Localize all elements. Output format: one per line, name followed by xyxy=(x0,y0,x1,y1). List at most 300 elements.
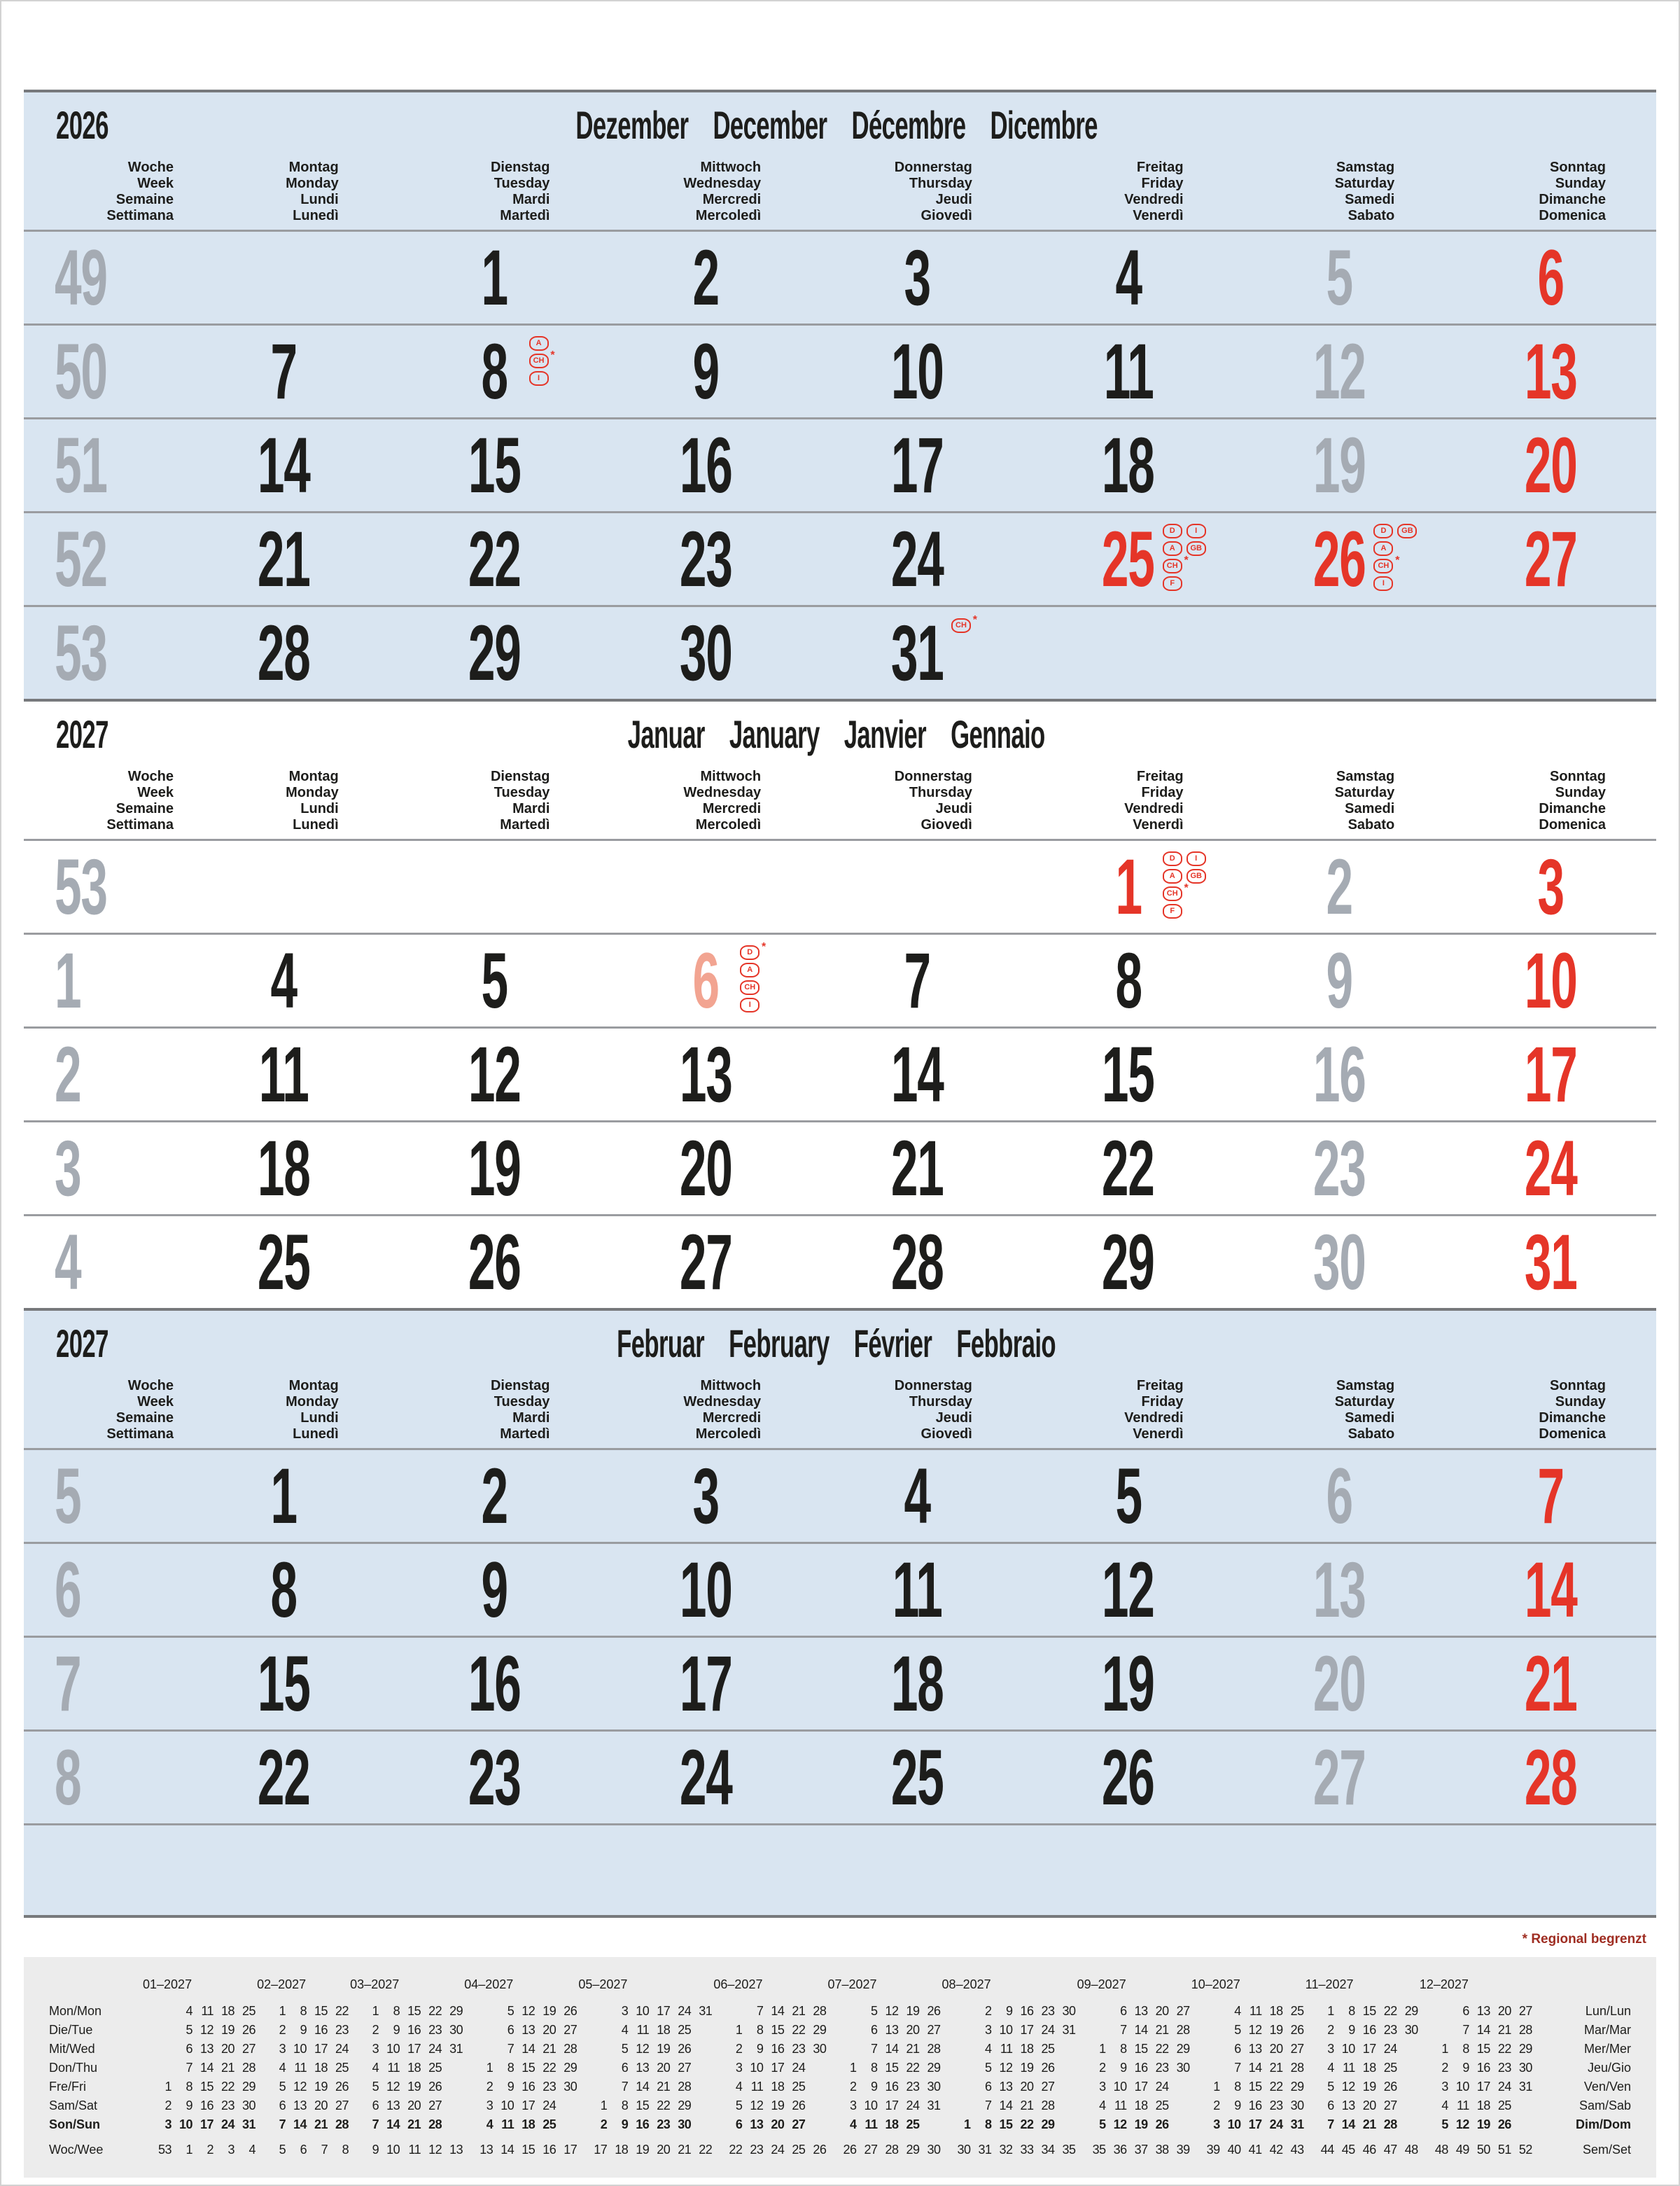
overview-number xyxy=(577,2115,580,2134)
overview-day-row xyxy=(1088,2096,1194,2115)
overview-number xyxy=(1076,2040,1079,2059)
overview-number: 15 xyxy=(314,2004,328,2018)
day-number: 15 xyxy=(257,1639,310,1727)
overview-number: 17 xyxy=(771,2061,785,2075)
overview-number: 17 xyxy=(1134,2080,1148,2094)
overview-number: 20 xyxy=(542,2023,556,2037)
overview-number: 30 xyxy=(564,2080,578,2094)
overview-number: 26 xyxy=(927,2004,941,2018)
overview-month-label: 05–2027 xyxy=(578,1977,628,1991)
day-number: 27 xyxy=(1524,515,1577,603)
overview-number: 16 xyxy=(1020,2004,1034,2018)
overview-number: 11 xyxy=(750,2080,764,2094)
overview-number: 19 xyxy=(657,2042,671,2056)
week-number: 5 xyxy=(55,1451,81,1540)
overview-number: 31 xyxy=(449,2042,463,2056)
day-number: 4 xyxy=(1115,233,1142,321)
overview-number: 17 xyxy=(564,2143,578,2157)
overview-number: 8 xyxy=(870,2061,878,2075)
day-cell xyxy=(1234,1638,1446,1729)
day-number: 5 xyxy=(1326,233,1353,321)
regional-asterisk: * xyxy=(972,614,977,626)
day-cell xyxy=(1445,1544,1656,1636)
day-number: 31 xyxy=(1524,1218,1577,1306)
overview-left-labels xyxy=(49,1974,147,2159)
weekday-label: Venerdì xyxy=(1133,208,1184,223)
overview-number: 4 xyxy=(849,2117,857,2131)
weekday-label: Sunday xyxy=(1555,176,1606,191)
day-cell xyxy=(178,1216,389,1308)
week-number-cell xyxy=(24,1732,178,1823)
day-number: 12 xyxy=(468,1030,521,1118)
year-label xyxy=(24,711,192,757)
overview-number: 36 xyxy=(1113,2143,1127,2157)
day-cell xyxy=(811,232,1023,323)
weekday-header-day-column xyxy=(1445,769,1656,833)
day-number: 31 xyxy=(890,608,944,697)
overview-number: 11 xyxy=(1343,2061,1355,2075)
weekday-header-week-column xyxy=(24,160,178,224)
year-overview-band xyxy=(24,1957,1656,2178)
day-cell xyxy=(178,232,389,323)
overview-number: 16 xyxy=(314,2023,328,2037)
overview-number: 13 xyxy=(750,2117,764,2131)
overview-number xyxy=(1418,2059,1422,2077)
overview-number: 18 xyxy=(1362,2061,1376,2075)
overview-number: 13 xyxy=(1341,2098,1355,2112)
overview-number: 30 xyxy=(1518,2061,1532,2075)
overview-number: 4 xyxy=(621,2023,629,2037)
calendar-week-row xyxy=(24,511,1656,605)
month-header xyxy=(24,1311,1656,1377)
overview-day-row xyxy=(1317,2115,1422,2134)
overview-number xyxy=(826,2077,830,2096)
overview-number: 15 xyxy=(1134,2042,1148,2056)
day-number: 7 xyxy=(270,327,297,415)
country-holiday-badge-icon: I xyxy=(529,371,549,386)
day-cell xyxy=(389,419,601,511)
overview-number: 29 xyxy=(678,2098,692,2112)
overview-day-row xyxy=(475,2021,580,2040)
calendar-week-row xyxy=(24,1729,1656,1823)
overview-number: 7 xyxy=(985,2098,992,2112)
weekday-header-day-column xyxy=(811,769,1023,833)
overview-number: 12 xyxy=(750,2098,764,2112)
overview-number: 29 xyxy=(1041,2117,1055,2131)
day-number: 21 xyxy=(890,1124,944,1212)
overview-number: 23 xyxy=(1155,2061,1169,2075)
overview-number: 14 xyxy=(885,2042,899,2056)
day-number: 24 xyxy=(890,515,944,603)
overview-number: 18 xyxy=(407,2061,421,2075)
day-number: 5 xyxy=(481,936,508,1024)
overview-number xyxy=(712,2040,715,2059)
country-holiday-badge-icon: F xyxy=(1163,576,1182,591)
overview-number: 17 xyxy=(314,2042,328,2056)
regional-asterisk: * xyxy=(762,940,766,953)
overview-number: 15 xyxy=(522,2143,536,2157)
weekday-label: Sabato xyxy=(1348,208,1395,223)
day-number: 19 xyxy=(468,1124,521,1212)
day-cell xyxy=(811,1544,1023,1636)
weekday-label: Samstag xyxy=(1336,1378,1395,1393)
week-number-cell xyxy=(24,607,178,699)
regional-asterisk: * xyxy=(1184,882,1189,894)
day-cell xyxy=(389,935,601,1026)
day-cell xyxy=(1023,1216,1234,1308)
day-cell xyxy=(1023,1450,1234,1542)
overview-day-row xyxy=(154,2040,259,2059)
overview-day-row xyxy=(1317,2059,1422,2077)
overview-number xyxy=(607,2040,610,2059)
weekday-header-day-column xyxy=(1445,1378,1656,1442)
overview-number: 13 xyxy=(1134,2004,1148,2018)
calendar-week-row xyxy=(24,1026,1656,1120)
overview-number: 46 xyxy=(1362,2143,1376,2157)
overview-number: 52 xyxy=(1518,2143,1532,2157)
weekday-header xyxy=(24,158,1656,230)
day-number: 15 xyxy=(468,421,521,509)
overview-number: 45 xyxy=(1341,2143,1355,2157)
day-cell xyxy=(178,513,389,605)
day-number: 13 xyxy=(679,1030,732,1118)
overview-number: 20 xyxy=(771,2117,785,2131)
day-cell xyxy=(178,841,389,933)
overview-number: 30 xyxy=(1062,2004,1076,2018)
overview-number: 2 xyxy=(372,2023,379,2037)
overview-number: 14 xyxy=(999,2098,1013,2112)
overview-number: 22 xyxy=(1497,2042,1511,2056)
overview-number: 17 xyxy=(200,2117,214,2131)
day-number: 21 xyxy=(1524,1639,1577,1727)
holiday-badges xyxy=(1371,522,1424,597)
overview-day-row xyxy=(953,2077,1079,2096)
weekday-header-day-column xyxy=(389,160,601,224)
overview-month xyxy=(350,1974,466,2159)
day-cell xyxy=(389,232,601,323)
overview-month xyxy=(941,1974,1079,2159)
overview-months xyxy=(143,1974,1547,2159)
empty-rows-area xyxy=(24,1823,1656,1915)
overview-number: 18 xyxy=(1020,2042,1034,2056)
overview-number: 11 xyxy=(1000,2042,1013,2056)
overview-number: 31 xyxy=(978,2143,992,2157)
day-cell xyxy=(178,935,389,1026)
day-number: 10 xyxy=(679,1545,732,1634)
weekday-header-week-column xyxy=(24,1378,178,1442)
overview-number: 3 xyxy=(1099,2080,1106,2094)
overview-day-row xyxy=(839,2096,944,2115)
overview-left-label: Don/Thu xyxy=(49,2061,98,2075)
day-cell xyxy=(811,326,1023,417)
overview-number: 13 xyxy=(1476,2004,1490,2018)
overview-number: 6 xyxy=(1120,2004,1127,2018)
overview-number: 16 xyxy=(522,2080,536,2094)
overview-number: 4 xyxy=(1234,2004,1241,2018)
holiday-badges xyxy=(949,614,977,634)
overview-number: 22 xyxy=(1383,2004,1397,2018)
day-number: 9 xyxy=(481,1545,508,1634)
day-number: 2 xyxy=(1326,842,1353,931)
overview-month xyxy=(827,1974,944,2159)
overview-number: 27 xyxy=(564,2023,578,2037)
overview-month xyxy=(464,1974,580,2159)
weekday-header xyxy=(24,1377,1656,1448)
overview-day-row xyxy=(953,2059,1079,2077)
weekday-header-day-column xyxy=(600,769,811,833)
weekday-header-day-column xyxy=(1234,160,1446,224)
overview-number: 15 xyxy=(1248,2080,1262,2094)
overview-number xyxy=(493,2040,496,2059)
day-cell xyxy=(1234,232,1446,323)
overview-number: 6 xyxy=(735,2117,743,2131)
week-number-cell xyxy=(24,1544,178,1636)
weekday-header-day-column xyxy=(389,1378,601,1442)
weekday-label: Woche xyxy=(127,1378,174,1393)
country-holiday-badge-icon: CH * xyxy=(1163,886,1182,901)
overview-number xyxy=(1532,2115,1536,2134)
weekday-label: Sabato xyxy=(1348,1426,1395,1442)
overview-number: 20 xyxy=(906,2023,920,2037)
weekday-label: Tuesday xyxy=(493,1394,550,1409)
month-title xyxy=(192,102,1656,148)
week-number: 51 xyxy=(55,421,107,509)
overview-number: 20 xyxy=(1497,2004,1511,2018)
day-number: 17 xyxy=(1524,1030,1577,1118)
day-cell xyxy=(178,1638,389,1729)
day-cell xyxy=(389,1544,601,1636)
overview-number: 16 xyxy=(1362,2023,1376,2037)
overview-day-row xyxy=(1203,2002,1308,2021)
overview-right-label: Lun/Lun xyxy=(1585,2004,1631,2018)
overview-number: 17 xyxy=(1248,2117,1262,2131)
weekday-label: Week xyxy=(137,1394,174,1409)
overview-number: 1 xyxy=(1213,2080,1220,2094)
country-holiday-badge-icon: CH * xyxy=(1163,559,1182,573)
overview-number: 25 xyxy=(428,2061,442,2075)
overview-number: 5 xyxy=(1441,2117,1448,2131)
overview-day-row xyxy=(154,2115,259,2134)
weekday-label: Mercredi xyxy=(702,1410,762,1426)
overview-number xyxy=(971,2021,974,2040)
weekday-label: Samedi xyxy=(1345,192,1395,207)
day-cell xyxy=(178,1544,389,1636)
overview-number: 3 xyxy=(486,2098,493,2112)
overview-number: 15 xyxy=(407,2004,421,2018)
overview-day-row xyxy=(839,2059,944,2077)
weekday-label: Friday xyxy=(1141,176,1184,191)
overview-month-label: 12–2027 xyxy=(1419,1977,1469,1991)
overview-number: 33 xyxy=(1020,2143,1034,2157)
overview-number: 3 xyxy=(849,2098,857,2112)
overview-day-row xyxy=(1317,2002,1422,2021)
overview-number: 3 xyxy=(227,2143,234,2157)
overview-number: 25 xyxy=(792,2080,806,2094)
weekday-header-day-column xyxy=(178,769,389,833)
overview-number: 26 xyxy=(1497,2117,1511,2131)
day-cell xyxy=(1023,1544,1234,1636)
day-number: 3 xyxy=(1537,842,1564,931)
overview-day-row xyxy=(953,2096,1079,2115)
day-cell xyxy=(600,1544,811,1636)
calendar-week-row xyxy=(24,1214,1656,1308)
overview-number xyxy=(172,2021,175,2040)
overview-number: 1 xyxy=(372,2004,379,2018)
day-cell xyxy=(1023,419,1234,511)
overview-day-row xyxy=(475,2040,580,2059)
weekday-label: Thursday xyxy=(909,1394,972,1409)
weekday-label: Lunedì xyxy=(293,208,339,223)
overview-number: 30 xyxy=(1404,2023,1418,2037)
day-cell xyxy=(1023,607,1234,699)
overview-number: 25 xyxy=(1041,2042,1055,2056)
day-number: 7 xyxy=(1537,1451,1564,1540)
overview-number: 3 xyxy=(164,2117,172,2131)
overview-number: 28 xyxy=(241,2061,255,2075)
weekday-label: Mercoledì xyxy=(695,1426,762,1442)
overview-number: 49 xyxy=(1455,2143,1469,2157)
overview-number: 30 xyxy=(957,2143,971,2157)
overview-number: 5 xyxy=(372,2080,379,2094)
overview-number: 21 xyxy=(314,2117,328,2131)
overview-number: 31 xyxy=(927,2098,941,2112)
calendar-week-row xyxy=(24,1120,1656,1214)
overview-number: 22 xyxy=(220,2080,234,2094)
overview-number: 21 xyxy=(906,2042,920,2056)
overview-number: 9 xyxy=(1234,2098,1241,2112)
day-number: 4 xyxy=(270,936,297,1024)
overview-number: 13 xyxy=(200,2042,214,2056)
overview-number: 35 xyxy=(1062,2143,1076,2157)
overview-number: 25 xyxy=(542,2117,556,2131)
country-holiday-badge-icon: CH * xyxy=(951,618,971,633)
day-number: 6 xyxy=(692,936,719,1024)
overview-number: 30 xyxy=(927,2143,941,2157)
overview-number: 6 xyxy=(870,2023,878,2037)
overview-number: 16 xyxy=(542,2143,556,2157)
overview-day-row xyxy=(475,2059,580,2077)
weekday-label: Thursday xyxy=(909,785,972,800)
overview-number: 23 xyxy=(657,2117,671,2131)
day-cell xyxy=(811,935,1023,1026)
overview-number xyxy=(971,2040,974,2059)
overview-day-row xyxy=(1431,2096,1536,2115)
overview-number: 25 xyxy=(906,2117,920,2131)
weekday-label: Giovedì xyxy=(920,1426,972,1442)
week-number: 4 xyxy=(55,1218,81,1306)
weekday-label: Mittwoch xyxy=(700,160,762,175)
overview-day-row xyxy=(953,2040,1079,2059)
overview-week-row xyxy=(154,2140,259,2159)
overview-number: 8 xyxy=(985,2117,992,2131)
overview-number: 29 xyxy=(241,2080,255,2094)
overview-number: 37 xyxy=(1134,2143,1148,2157)
overview-day-row xyxy=(268,2077,352,2096)
overview-number xyxy=(940,2115,944,2134)
overview-number: 6 xyxy=(1462,2004,1469,2018)
overview-day-row xyxy=(1431,2059,1536,2077)
overview-number: 9 xyxy=(300,2023,307,2037)
overview-number: 9 xyxy=(1006,2004,1013,2018)
overview-month-label: 06–2027 xyxy=(713,1977,763,1991)
weekday-header-day-column xyxy=(389,769,601,833)
day-cell xyxy=(600,1450,811,1542)
overview-number: 25 xyxy=(335,2061,349,2075)
overview-number: 19 xyxy=(1476,2117,1490,2131)
day-cell xyxy=(1234,1216,1446,1308)
overview-day-row xyxy=(268,2021,352,2040)
overview-week-row xyxy=(1203,2140,1308,2159)
calendar-week-row xyxy=(24,839,1656,933)
year-label xyxy=(24,1321,192,1366)
overview-number: 5 xyxy=(1234,2023,1241,2037)
day-number: 22 xyxy=(468,515,521,603)
overview-number xyxy=(856,2002,860,2021)
overview-left-label: Mit/Wed xyxy=(49,2042,95,2056)
week-number-cell xyxy=(24,1450,178,1542)
day-number: 11 xyxy=(258,1030,309,1118)
overview-week-row xyxy=(589,2140,715,2159)
overview-month-label: 04–2027 xyxy=(464,1977,514,1991)
overview-number xyxy=(1220,2021,1224,2040)
day-number: 3 xyxy=(692,1451,719,1540)
week-number-cell xyxy=(24,841,178,933)
weekday-header-day-column xyxy=(1023,160,1234,224)
overview-number: 10 xyxy=(864,2098,878,2112)
overview-number: 30 xyxy=(927,2080,941,2094)
overview-number: 38 xyxy=(1155,2143,1169,2157)
day-number: 18 xyxy=(890,1639,944,1727)
weekday-label: Mercredi xyxy=(702,801,762,816)
day-cell xyxy=(1023,1029,1234,1120)
day-number: 14 xyxy=(257,421,310,509)
month-section-february xyxy=(24,1308,1656,1915)
weekday-label: Semaine xyxy=(115,1410,174,1426)
overview-number: 25 xyxy=(1497,2098,1511,2112)
overview-number: 24 xyxy=(1269,2117,1283,2131)
overview-number: 8 xyxy=(1120,2042,1127,2056)
holiday-badges xyxy=(527,335,555,409)
overview-number: 4 xyxy=(735,2080,743,2094)
overview-number: 22 xyxy=(1155,2042,1169,2056)
day-cell xyxy=(1023,1732,1234,1823)
overview-month xyxy=(1305,1974,1422,2159)
day-cell xyxy=(1445,232,1656,323)
country-holiday-badge-icon: GB xyxy=(1186,869,1206,884)
overview-number: 29 xyxy=(564,2061,578,2075)
calendar-week-row xyxy=(24,1448,1656,1542)
overview-number: 22 xyxy=(335,2004,349,2018)
overview-number: 25 xyxy=(792,2143,806,2157)
weekday-header xyxy=(24,767,1656,839)
overview-month-label: 10–2027 xyxy=(1191,1977,1240,1991)
day-cell xyxy=(1023,513,1234,605)
overview-week-row xyxy=(475,2140,580,2159)
country-holiday-badge-icon: A xyxy=(1163,541,1182,556)
overview-number: 13 xyxy=(479,2143,493,2157)
day-number: 29 xyxy=(468,608,521,697)
overview-number: 7 xyxy=(1234,2061,1241,2075)
overview-number: 40 xyxy=(1227,2143,1241,2157)
week-number: 49 xyxy=(55,233,107,321)
day-number: 8 xyxy=(270,1545,297,1634)
weekday-label: Mercredi xyxy=(702,192,762,207)
overview-number: 4 xyxy=(248,2143,255,2157)
overview-number: 26 xyxy=(428,2080,442,2094)
overview-number: 8 xyxy=(300,2004,307,2018)
overview-number: 12 xyxy=(293,2080,307,2094)
month-header xyxy=(24,702,1656,767)
